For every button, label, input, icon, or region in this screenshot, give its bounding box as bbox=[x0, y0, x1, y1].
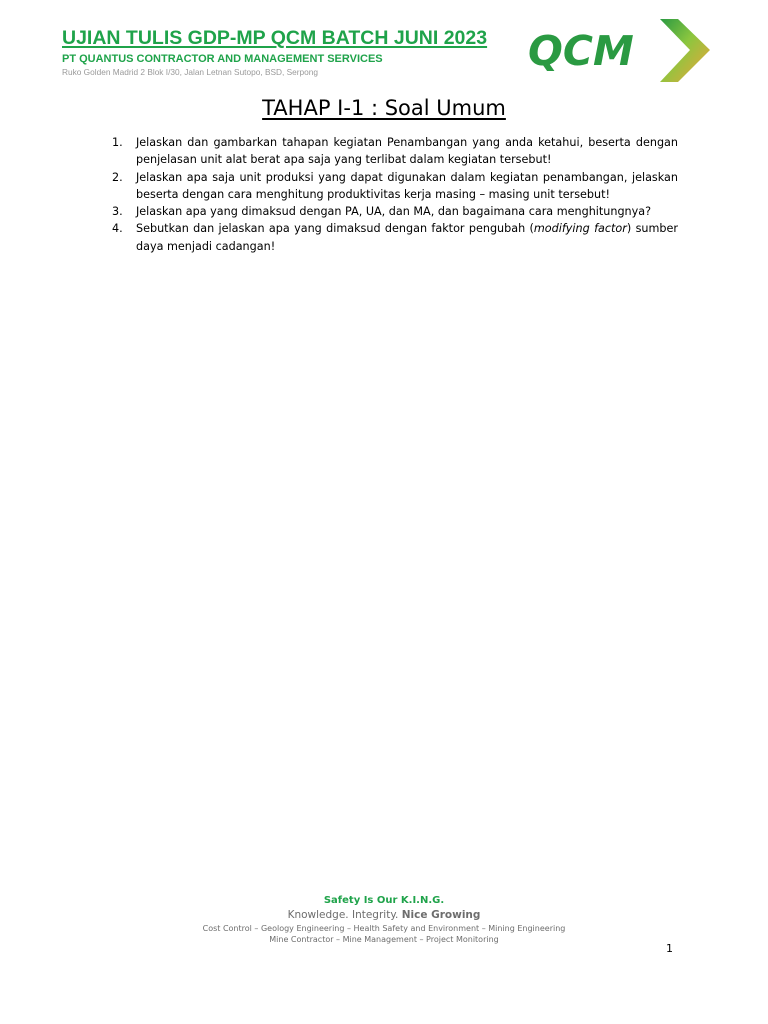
chevron-arrow-icon bbox=[660, 19, 710, 82]
question-number: 2. bbox=[112, 170, 123, 184]
section-heading bbox=[0, 93, 768, 123]
list-item bbox=[112, 134, 678, 169]
page-number: 1 bbox=[666, 942, 673, 955]
section-heading-text: TAHAP I-1 : Soal Umum bbox=[262, 96, 506, 120]
company-name: PT QUANTUS CONTRACTOR AND MANAGEMENT SERVICES bbox=[62, 53, 383, 65]
question-text: Jelaskan apa yang dimaksud dengan PA, UA, dan MA, dan bagaimana cara menghitungnya? bbox=[136, 205, 652, 219]
document-footer bbox=[0, 893, 768, 945]
list-item bbox=[112, 203, 678, 220]
company-address: Ruko Golden Madrid 2 Blok I/30, Jalan Letnan Sutopo, BSD, Serpong bbox=[62, 67, 318, 77]
footer-services-line-1: Cost Control – Geology Engineering – Health Safety and Environment – Mining Engineering bbox=[202, 924, 566, 933]
qcm-logo bbox=[526, 16, 712, 84]
exam-title: UJIAN TULIS GDP-MP QCM BATCH JUNI 2023 bbox=[62, 27, 488, 49]
question-term-italic: modifying factor bbox=[533, 222, 627, 236]
question-text-after: ) sumber daya menjadi cadangan! bbox=[136, 222, 678, 253]
logo-wordmark: QCM bbox=[528, 27, 634, 75]
question-text: Jelaskan apa saja unit produksi yang dapat digunakan dalam kegiatan penambangan, jelaskan beserta dengan cara menghitung produktivitas kerja masing – masing unit tersebut! bbox=[136, 170, 678, 201]
question-text-before: Sebutkan dan jelaskan apa yang dimaksud dengan faktor pengubah ( bbox=[136, 222, 534, 236]
footer-values-bold: Nice Growing bbox=[401, 909, 481, 921]
list-item bbox=[112, 220, 678, 255]
question-number: 3. bbox=[112, 205, 123, 219]
footer-values bbox=[0, 908, 768, 923]
question-text: Jelaskan dan gambarkan tahapan kegiatan Penambangan yang anda ketahui, beserta dengan penjelasan unit alat berat apa saja yang terlibat dalam kegiatan tersebut! bbox=[136, 136, 678, 167]
list-item bbox=[112, 169, 678, 204]
footer-values-text: Knowledge. Integrity. bbox=[287, 909, 402, 921]
question-number: 1. bbox=[112, 136, 123, 149]
footer-services-line-2: Mine Contractor – Mine Management – Project Monitoring bbox=[269, 935, 499, 944]
question-list bbox=[112, 134, 678, 255]
document-header bbox=[62, 26, 502, 77]
question-number: 4. bbox=[112, 222, 123, 236]
footer-slogan: Safety Is Our K.I.N.G. bbox=[323, 895, 445, 906]
